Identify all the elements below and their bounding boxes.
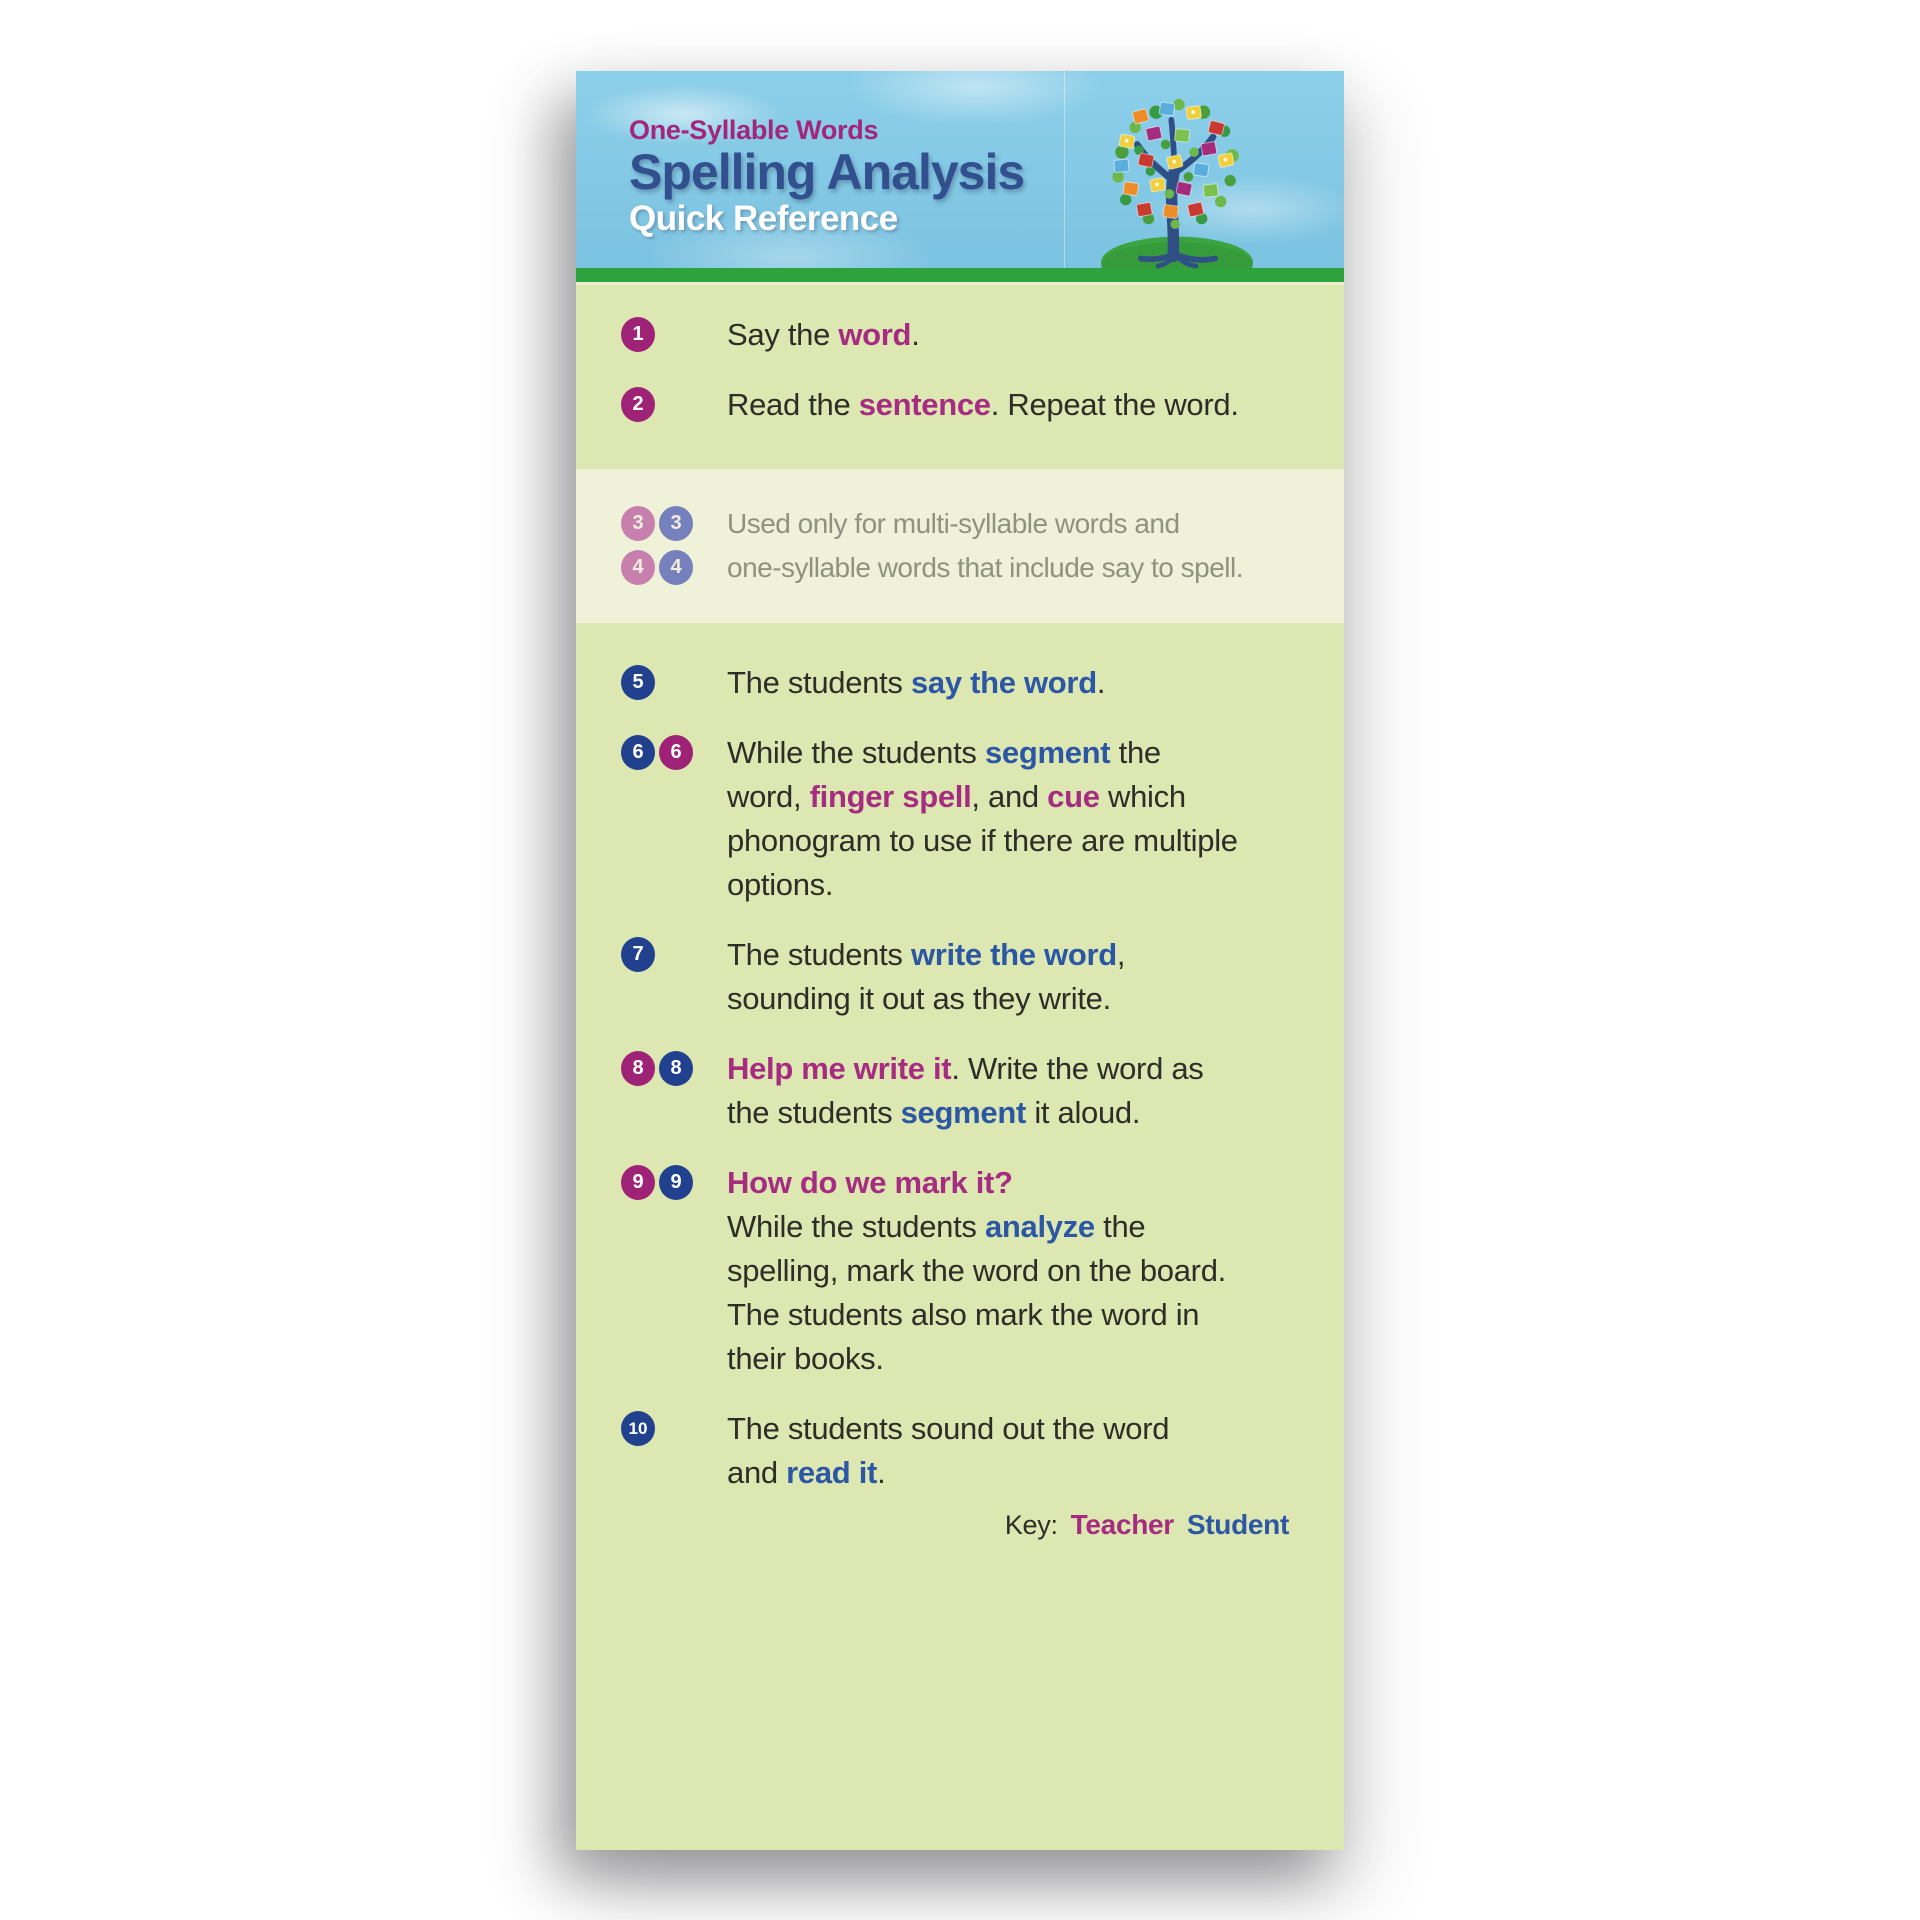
card-header bbox=[576, 71, 1344, 268]
step-text-segment: and bbox=[727, 1454, 787, 1490]
step-text bbox=[727, 1161, 1312, 1381]
step-text-segment: which bbox=[1099, 778, 1186, 814]
step-badge-7-student: 7 bbox=[621, 937, 655, 972]
step-badge-line bbox=[621, 383, 727, 427]
step-badge-line bbox=[621, 661, 727, 705]
step-text bbox=[727, 383, 1312, 427]
emphasis-teacher: cue bbox=[1047, 778, 1100, 814]
book-tree-illustration bbox=[1082, 77, 1272, 269]
step-badge-line bbox=[621, 731, 727, 775]
step-text bbox=[727, 1407, 1312, 1495]
step-badge-8-student: 8 bbox=[659, 1051, 693, 1086]
emphasis-student: segment bbox=[900, 1094, 1026, 1130]
step-text-segment: one-syllable words that include say to spell. bbox=[727, 551, 1244, 583]
step-badge-1-teacher: 1 bbox=[621, 317, 655, 352]
step-text-segment: . Repeat the word. bbox=[990, 386, 1239, 422]
step-badge-6-student: 6 bbox=[621, 735, 655, 770]
step-badge-4-student-muted: 4 bbox=[659, 550, 693, 585]
step-badge-3-student-muted: 3 bbox=[659, 506, 693, 541]
emphasis-student: say the word bbox=[910, 664, 1097, 700]
step-badge-column bbox=[621, 1047, 727, 1135]
emphasis-student: segment bbox=[984, 734, 1111, 770]
step-badge-line bbox=[621, 933, 727, 977]
step-text-segment: the bbox=[1110, 734, 1161, 770]
step-text-segment: spelling, mark the word on the board. bbox=[727, 1252, 1226, 1288]
emphasis-teacher: sentence bbox=[858, 386, 991, 422]
step-badge-column bbox=[621, 933, 727, 1021]
step-badge-column bbox=[621, 661, 727, 705]
emphasis-student: analyze bbox=[984, 1208, 1095, 1244]
steps-list bbox=[576, 285, 1344, 1850]
step-row bbox=[576, 1161, 1344, 1381]
step-text-segment: Used only for multi-syllable words and bbox=[727, 507, 1180, 539]
reference-card bbox=[576, 71, 1344, 1850]
step-badge-4-teacher-muted: 4 bbox=[621, 550, 655, 585]
fold-line bbox=[1064, 71, 1065, 268]
step-badge-line bbox=[621, 546, 727, 590]
step-text-segment: . Write the word as bbox=[951, 1050, 1204, 1086]
step-badge-6-teacher: 6 bbox=[659, 735, 693, 770]
page-title: Spelling Analysis bbox=[629, 143, 1025, 200]
step-text-segment: . bbox=[877, 1454, 886, 1490]
step-badge-column bbox=[621, 383, 727, 427]
step-text-segment: , and bbox=[971, 778, 1048, 814]
step-text bbox=[727, 731, 1312, 907]
emphasis-teacher: word bbox=[838, 316, 912, 352]
step-text-segment: word, bbox=[727, 778, 810, 814]
step-row bbox=[576, 1047, 1344, 1135]
eyebrow-title: One-Syllable Words bbox=[629, 114, 879, 145]
step-text bbox=[727, 1047, 1312, 1135]
step-text-segment: While the students bbox=[727, 734, 985, 770]
step-badge-9-teacher: 9 bbox=[621, 1165, 655, 1200]
green-divider bbox=[576, 268, 1344, 285]
step-text bbox=[727, 933, 1312, 1021]
step-text-segment: . bbox=[911, 316, 920, 352]
step-text-segment: sounding it out as they write. bbox=[727, 980, 1111, 1016]
step-badge-2-teacher: 2 bbox=[621, 387, 655, 422]
step-row bbox=[576, 313, 1344, 357]
step-badge-8-teacher: 8 bbox=[621, 1051, 655, 1086]
step-text bbox=[727, 313, 1312, 357]
legend bbox=[576, 1505, 1344, 1545]
step-text bbox=[727, 661, 1312, 705]
step-badge-10-student: 10 bbox=[621, 1411, 655, 1446]
step-text-segment: The students also mark the word in bbox=[727, 1296, 1200, 1332]
step-row bbox=[576, 661, 1344, 705]
step-text-segment: the students bbox=[727, 1094, 901, 1130]
step-badge-column bbox=[621, 313, 727, 357]
step-text-segment: phonogram to use if there are multiple bbox=[727, 822, 1238, 858]
step-text-segment: Read the bbox=[727, 386, 859, 422]
step-text-segment: . bbox=[1096, 664, 1106, 700]
step-text-segment: The students bbox=[727, 936, 911, 972]
step-badge-column bbox=[621, 1161, 727, 1381]
step-text-segment: The students sound out the word bbox=[727, 1410, 1170, 1446]
legend-label: Key: bbox=[1004, 1509, 1058, 1540]
step-row bbox=[576, 1407, 1344, 1495]
step-text-segment: options. bbox=[727, 866, 834, 902]
step-badge-line bbox=[621, 1407, 727, 1451]
step-badge-line bbox=[621, 1161, 727, 1205]
emphasis-student: write the word bbox=[910, 936, 1117, 972]
step-text-segment: their books. bbox=[727, 1340, 884, 1376]
step-badge-9-student: 9 bbox=[659, 1165, 693, 1200]
step-text-segment: Say the bbox=[727, 316, 839, 352]
subtitle: Quick Reference bbox=[629, 198, 898, 238]
step-text bbox=[727, 502, 1312, 590]
step-badge-5-student: 5 bbox=[621, 665, 655, 700]
step-text-segment: The students bbox=[727, 664, 911, 700]
step-text-segment: it aloud. bbox=[1026, 1094, 1141, 1130]
step-text-segment: the bbox=[1094, 1208, 1146, 1244]
emphasis-teacher: Help me write it bbox=[727, 1050, 952, 1086]
emphasis-teacher: How do we mark it? bbox=[727, 1164, 1013, 1200]
step-badge-line bbox=[621, 502, 727, 546]
step-badge-column bbox=[621, 731, 727, 907]
note-band bbox=[576, 469, 1344, 623]
legend-teacher: Teacher bbox=[1070, 1508, 1174, 1540]
step-text-segment: While the students bbox=[727, 1208, 985, 1244]
legend-student: Student bbox=[1186, 1508, 1289, 1540]
step-badge-column bbox=[621, 1407, 727, 1495]
emphasis-student: read it bbox=[786, 1454, 878, 1490]
step-badge-line bbox=[621, 313, 727, 357]
step-row bbox=[576, 383, 1344, 427]
step-row bbox=[576, 731, 1344, 907]
step-text-segment: , bbox=[1116, 936, 1126, 972]
step-row bbox=[576, 933, 1344, 1021]
emphasis-teacher: finger spell bbox=[809, 778, 972, 814]
step-badge-line bbox=[621, 1047, 727, 1091]
step-badge-3-teacher-muted: 3 bbox=[621, 506, 655, 541]
step-badge-column bbox=[621, 502, 727, 590]
